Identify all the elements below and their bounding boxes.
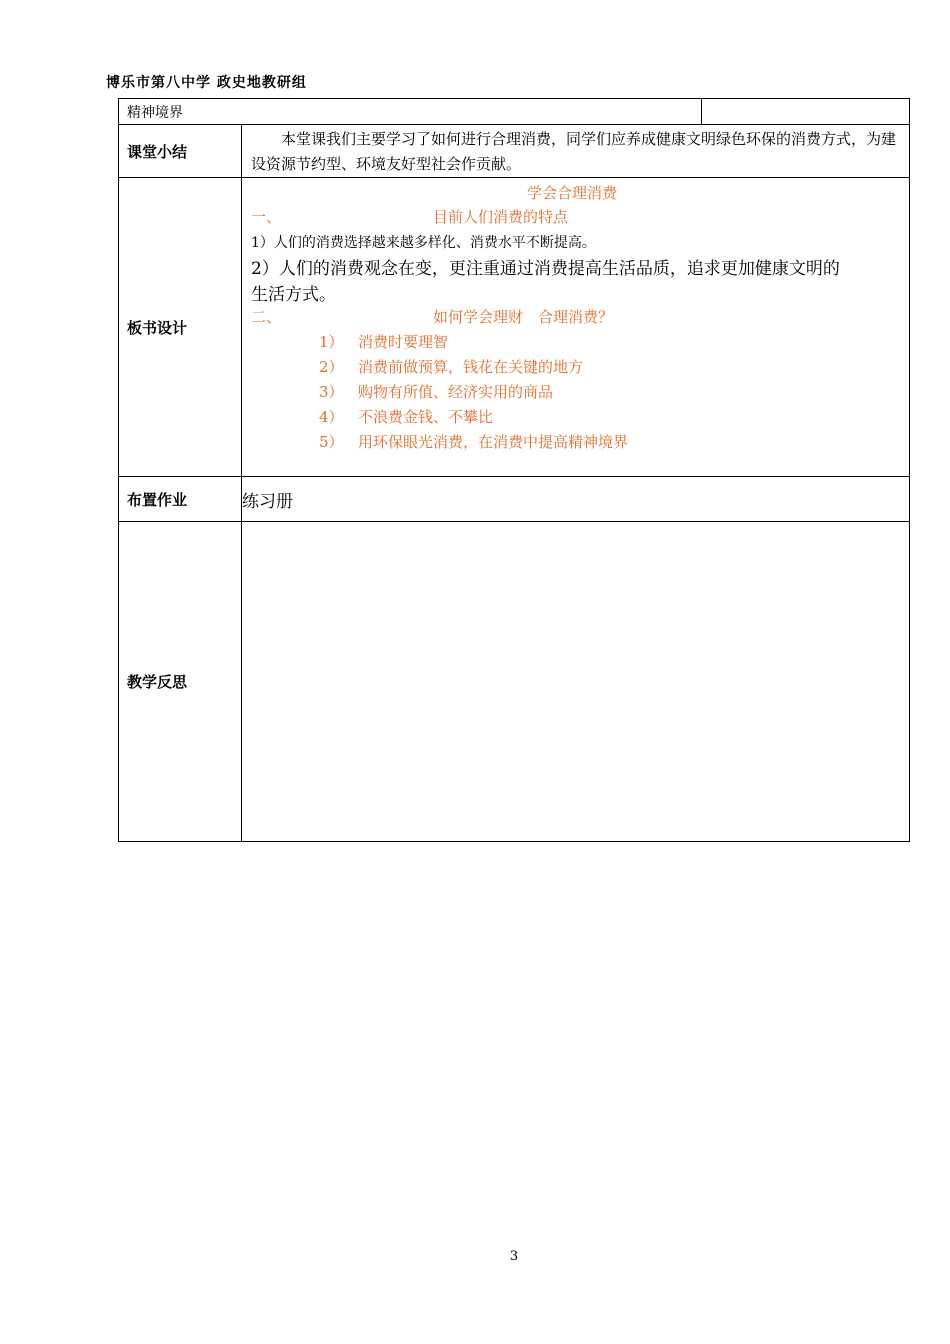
point-1: 1）人们的消费选择越来越多样化、消费水平不断提高。 <box>251 235 596 251</box>
section1-number: 一、 <box>251 208 282 226</box>
list-item: 消费时要理智 <box>358 333 449 351</box>
document-header: 博乐市第八中学 政史地教研组 <box>106 75 307 91</box>
spiritual-realm-cell: 精神境界 <box>119 99 702 125</box>
list-item-number: 4） <box>319 408 344 426</box>
point-2-line-1: 2）人们的消费观念在变，更注重通过消费提高生活品质，追求更加健康文明的 <box>251 259 840 279</box>
summary-cell <box>242 125 910 178</box>
page-number: 3 <box>509 1249 519 1264</box>
point-2-line-2: 生活方式。 <box>251 285 336 305</box>
board-title: 学会合理消费 <box>527 184 618 202</box>
list-item: 不浪费金钱、不攀比 <box>358 408 494 426</box>
list-item: 用环保眼光消费，在消费中提高精神境界 <box>358 433 629 451</box>
homework-cell: 练习册 <box>242 477 910 522</box>
reflection-label: 教学反思 <box>119 522 242 842</box>
lesson-table <box>118 98 910 842</box>
section2-number: 二、 <box>251 308 282 326</box>
table-row <box>119 477 910 522</box>
board-design-label: 板书设计 <box>119 178 242 477</box>
board-design-cell <box>242 178 910 477</box>
table-row <box>119 522 910 842</box>
list-item-number: 3） <box>319 383 344 401</box>
empty-cell <box>702 99 910 125</box>
table-row <box>119 125 910 178</box>
homework-label: 布置作业 <box>119 477 242 522</box>
section2-title: 如何学会理财 合理消费？ <box>433 308 614 326</box>
table-row <box>119 99 910 125</box>
section1-title: 目前人们消费的特点 <box>433 208 569 226</box>
list-item-number: 5） <box>319 433 344 451</box>
summary-label: 课堂小结 <box>119 125 242 178</box>
table-row <box>119 178 910 477</box>
reflection-cell <box>242 522 910 842</box>
list-item-number: 1） <box>319 333 344 351</box>
list-item: 消费前做预算，钱花在关键的地方 <box>358 358 584 376</box>
list-item: 购物有所值、经济实用的商品 <box>358 383 554 401</box>
summary-text: 本堂课我们主要学习了如何进行合理消费，同学们应养成健康文明绿色环保的消费方式，为建设资源节约型、环境友好型社会作贡献。 <box>251 130 897 173</box>
board-content <box>242 178 909 476</box>
list-item-number: 2） <box>319 358 344 376</box>
